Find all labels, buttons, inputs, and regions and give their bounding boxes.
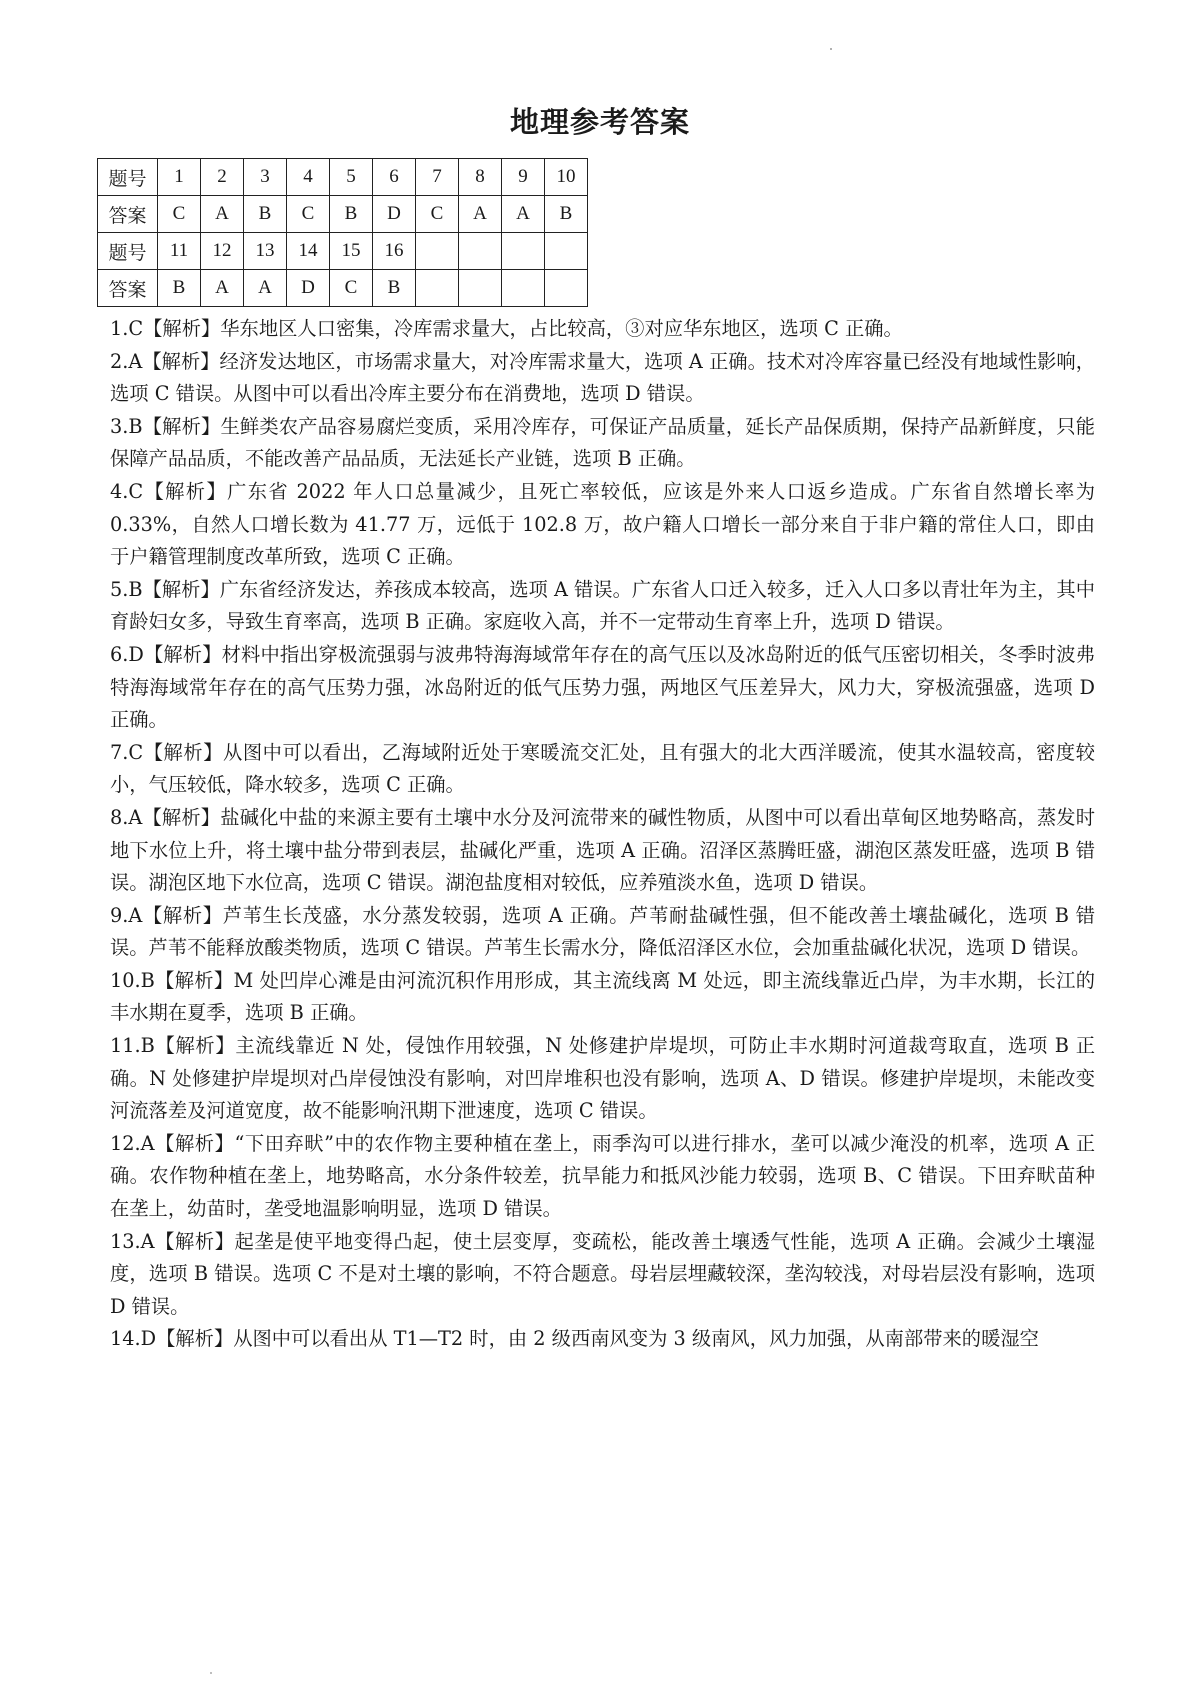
table-cell: A (459, 196, 502, 233)
scan-speck (830, 48, 832, 50)
table-cell: 10 (545, 159, 588, 196)
table-cell: 9 (502, 159, 545, 196)
table-cell: 1 (158, 159, 201, 196)
table-cell (416, 270, 459, 307)
table-cell: B (545, 196, 588, 233)
answer-explanation: 9.A【解析】芦苇生长茂盛，水分蒸发较弱，选项 A 正确。芦苇耐盐碱性强，但不能改善土壤盐碱化，选项 B 错误。芦苇不能释放酸类物质，选项 C 错误。芦苇生长需水分，降低沼泽区水位，会加重盐碱化状况，选项 D 错误。 (110, 903, 1095, 960)
table-cell: A (244, 270, 287, 307)
table-cell: 15 (330, 233, 373, 270)
answer-explanation: 7.C【解析】从图中可以看出，乙海域附近处于寒暖流交汇处，且有强大的北大西洋暖流，使其水温较高，密度较小，气压较低，降水较多，选项 C 正确。 (110, 740, 1095, 797)
table-cell: C (287, 196, 330, 233)
answer-explanation: 13.A【解析】起垄是使平地变得凸起，使土层变厚，变疏松，能改善土壤透气性能，选项 A 正确。会减少土壤湿度，选项 B 错误。选项 C 不是对土壤的影响，不符合题意。母岩层埋藏较深，垄沟较浅，对母岩层没有影响，选项 D 错误。 (110, 1229, 1095, 1318)
row-label: 答案 (98, 270, 158, 307)
answer-explanation: 2.A【解析】经济发达地区，市场需求量大，对冷库需求量大，选项 A 正确。技术对冷库容量已经没有地域性影响，选项 C 错误。从图中可以看出冷库主要分布在消费地，选项 D 错误。 (110, 349, 1095, 406)
answer-explanation: 11.B【解析】主流线靠近 N 处，侵蚀作用较强，N 处修建护岸堤坝，可防止丰水期时河道裁弯取直，选项 B 正确。N 处修建护岸堤坝对凸岸侵蚀没有影响，对凹岸堆积也没有影响，选项 A、D 错误。修建护岸堤坝，未能改变河流落差及河道宽度，故不能影响汛期下泄速度，选项 C 错误。 (110, 1034, 1095, 1123)
table-cell: 14 (287, 233, 330, 270)
table-cell: B (158, 270, 201, 307)
table-cell: C (330, 270, 373, 307)
table-cell: 5 (330, 159, 373, 196)
row-label: 题号 (98, 159, 158, 196)
table-row (98, 270, 588, 307)
table-cell: 12 (201, 233, 244, 270)
table-cell: A (201, 196, 244, 233)
table-row (98, 159, 588, 196)
answer-explanation: 14.D【解析】从图中可以看出从 T1—T2 时，由 2 级西南风变为 3 级南风，风力加强，从南部带来的暖湿空 (110, 1327, 1039, 1351)
table-cell: C (416, 196, 459, 233)
table-cell: 7 (416, 159, 459, 196)
table-cell (459, 270, 502, 307)
table-cell: 8 (459, 159, 502, 196)
table-cell: 11 (158, 233, 201, 270)
table-cell: D (373, 196, 416, 233)
table-cell (502, 233, 545, 270)
table-cell: A (502, 196, 545, 233)
answer-explanation: 8.A【解析】盐碱化中盐的来源主要有土壤中水分及河流带来的碱性物质，从图中可以看出草甸区地势略高，蒸发时地下水位上升，将土壤中盐分带到表层，盐碱化严重，选项 A 正确。沼泽区蒸腾旺盛，湖泡区蒸发旺盛，选项 B 错误。湖泡区地下水位高，选项 C 错误。湖泡盐度相对较低，应养殖淡水鱼，选项 D 错误。 (110, 805, 1095, 895)
answer-key-table (97, 158, 588, 307)
table-row (98, 196, 588, 233)
table-cell: B (330, 196, 373, 233)
row-label: 答案 (98, 196, 158, 233)
table-row (98, 233, 588, 270)
table-cell (545, 233, 588, 270)
table-cell: 16 (373, 233, 416, 270)
table-cell: 4 (287, 159, 330, 196)
answer-explanation: 6.D【解析】材料中指出穿极流强弱与波弗特海海域常年存在的高气压以及冰岛附近的低气压密切相关，冬季时波弗特海海域常年存在的高气压势力强，冰岛附近的低气压势力强，两地区气压差异大，风力大，穿极流强盛，选项 D 正确。 (110, 642, 1095, 732)
answer-explanation: 1.C【解析】华东地区人口密集，冷库需求量大，占比较高，③对应华东地区，选项 C 正确。 (110, 317, 903, 340)
scan-speck (210, 1672, 212, 1674)
row-label: 题号 (98, 233, 158, 270)
table-cell (502, 270, 545, 307)
explanations (110, 313, 1095, 1356)
answer-explanation: 5.B【解析】广东省经济发达，养孩成本较高，选项 A 错误。广东省人口迁入较多，迁入人口多以青壮年为主，其中育龄妇女多，导致生育率高，选项 B 正确。家庭收入高，并不一定带动生育率上升，选项 D 错误。 (110, 577, 1095, 634)
table-cell: 13 (244, 233, 287, 270)
table-cell: C (158, 196, 201, 233)
table-cell: A (201, 270, 244, 307)
answer-explanation: 10.B【解析】M 处凹岸心滩是由河流沉积作用形成，其主流线离 M 处远，即主流线靠近凸岸，为丰水期，长江的丰水期在夏季，选项 B 正确。 (110, 968, 1095, 1025)
table-cell (459, 233, 502, 270)
table-cell: 3 (244, 159, 287, 196)
answer-explanation: 12.A【解析】“下田弃畎”中的农作物主要种植在垄上，雨季沟可以进行排水，垄可以减少淹没的机率，选项 A 正确。农作物种植在垄上，地势略高，水分条件较差，抗旱能力和抵风沙能力较弱，选项 B、C 错误。下田弃畎苗种在垄上，幼苗时，垄受地温影响明显，选项 D 错误。 (110, 1131, 1095, 1221)
page-title: 地理参考答案 (509, 105, 690, 139)
table-cell (416, 233, 459, 270)
table-cell: D (287, 270, 330, 307)
table-cell: B (244, 196, 287, 233)
answer-explanation: 4.C【解析】广东省 2022 年人口总量减少，且死亡率较低，应该是外来人口返乡造成。广东省自然增长率为 0.33%，自然人口增长数为 41.77 万，远低于 102.8 万，故户籍人口增长一部分来自于非户籍的常住人口，即由于户籍管理制度改革所致，选项 C 正确。 (110, 479, 1095, 569)
table-cell: 6 (373, 159, 416, 196)
table-cell: 2 (201, 159, 244, 196)
table-cell (545, 270, 588, 307)
answer-explanation: 3.B【解析】生鲜类农产品容易腐烂变质，采用冷库存，可保证产品质量，延长产品保质期，保持产品新鲜度，只能保障产品品质，不能改善产品品质，无法延长产业链，选项 B 正确。 (110, 414, 1095, 471)
table-cell: B (373, 270, 416, 307)
